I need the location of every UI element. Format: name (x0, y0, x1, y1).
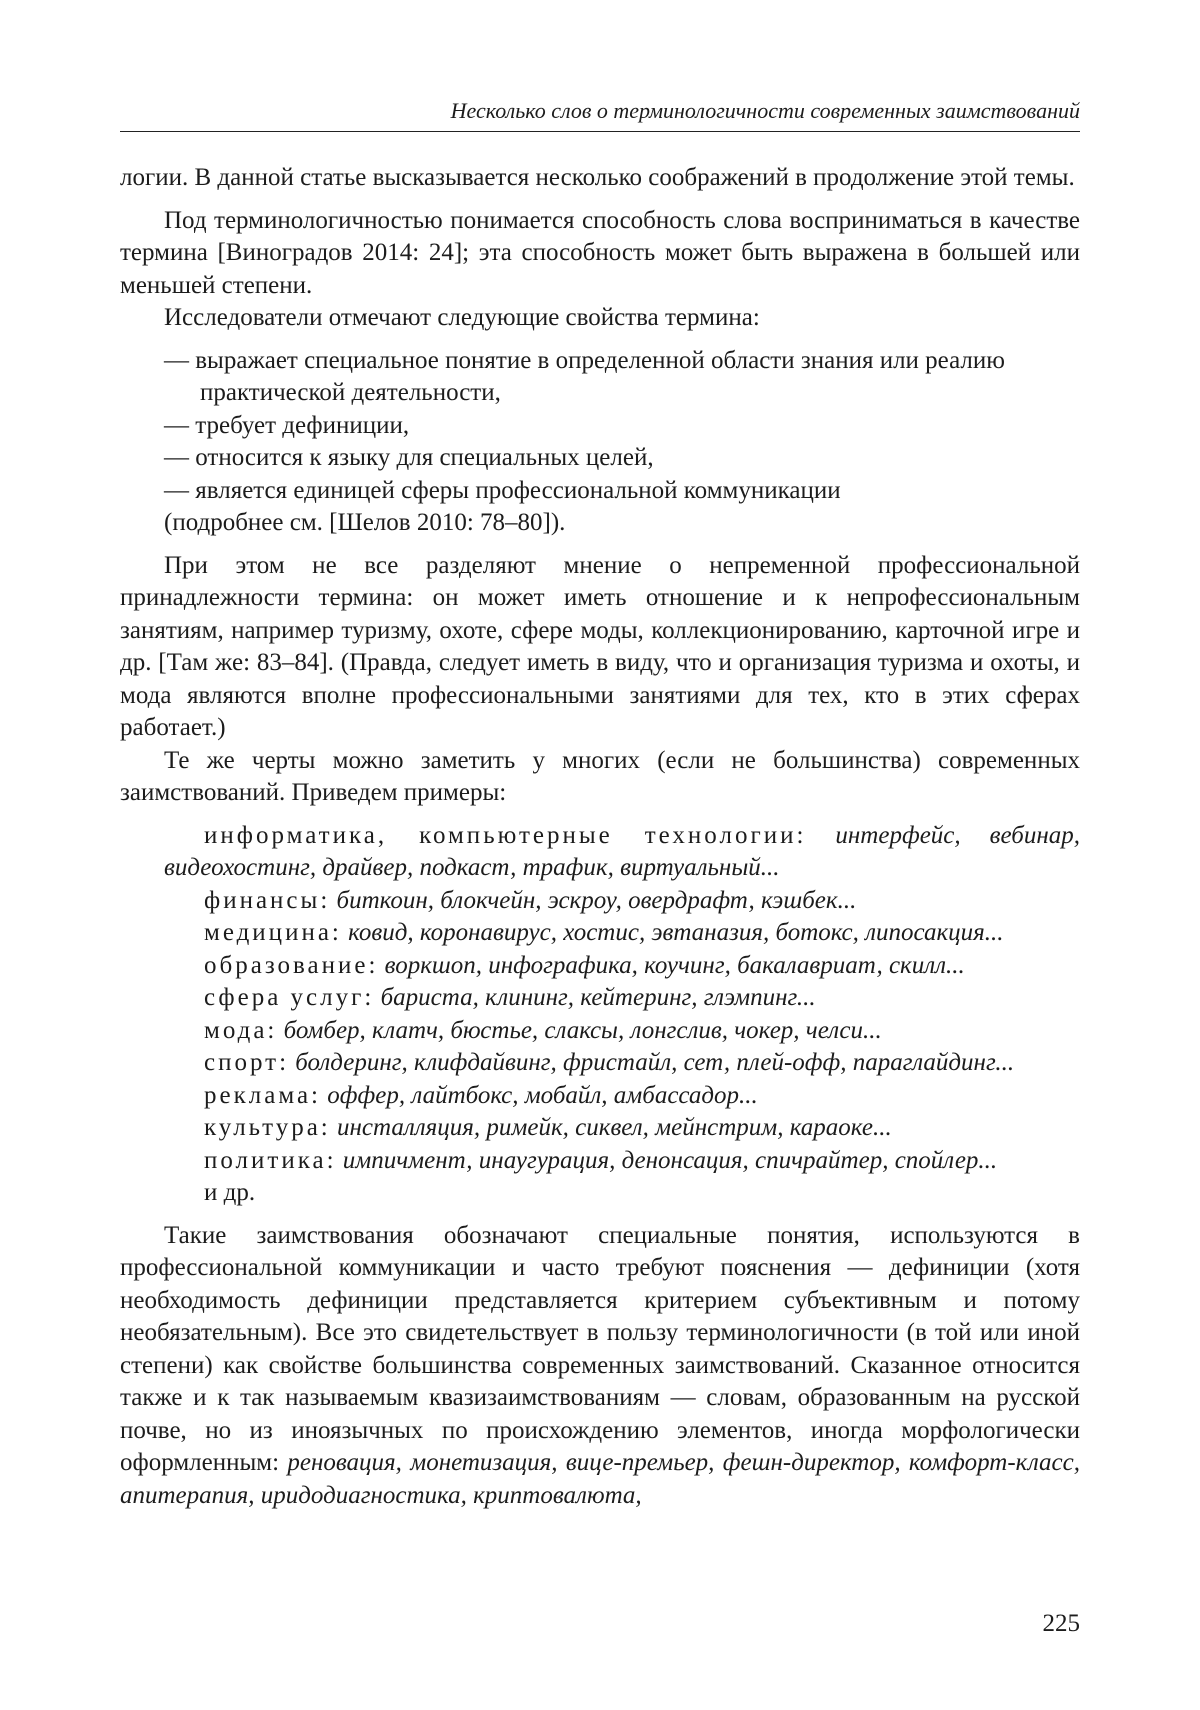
paragraph-6-italic: реновация, монетизация, вице-премьер, фешн-директор, комфорт-класс, апитерапия, иридодиагностика, криптовалюта, (120, 1449, 1080, 1509)
example-category: спорт: (204, 1049, 290, 1076)
example-category: политика: (204, 1146, 337, 1174)
example-words: бариста, клининг, кейтеринг, глэмпинг... (380, 984, 816, 1011)
list-reference: (подробнее см. [Шелов 2010: 78–80]). (164, 509, 566, 536)
list-item: — является единицей сферы профессиональной коммуникации (164, 476, 841, 504)
example-line (164, 1080, 1080, 1113)
example-line (164, 1112, 1080, 1145)
paragraph-2: Под терминологичностью понимается способность слова восприниматься в качестве термина [Виноградов 2014: 24]; эта способность может быть выражена в большей или меньшей степени. (120, 206, 1080, 299)
example-words: оффер, лайтбокс, мобайл, амбассадор... (327, 1081, 758, 1109)
paragraph-4: При этом не все разделяют мнение о непременной профессиональной принадлежности термина: он может иметь отношение и к непрофессиональным занятиям, например туризму, охоте, сфере моды, коллекционированию, карточной игре и др. [Там же: 83–84]. (Правда, следует иметь в виду, что и организация туризма и охоты, и мода являются вполне профессиональными занятиями для тех, кто в этих сферах работает.) (120, 551, 1080, 741)
example-line (164, 1145, 1080, 1178)
example-category: медицина: (204, 919, 342, 946)
example-words: воркшоп, инфографика, коучинг, бакалавриат, скилл... (384, 951, 965, 979)
running-title: Несколько слов о терминологичности современных заимствований (450, 98, 1080, 123)
example-line (164, 982, 1080, 1015)
paragraph-6 (120, 1220, 1080, 1513)
example-category: информатика, компьютерные технологии: (204, 821, 807, 849)
page-number: 225 (1042, 1610, 1080, 1637)
example-words: болдеринг, клифдайвинг, фристайл, сет, плей-офф, параглайдинг... (295, 1049, 1015, 1076)
example-line (164, 1015, 1080, 1048)
examples-block (164, 820, 1080, 1210)
paragraph-6-text: Такие заимствования обозначают специальные понятия, используются в профессиональной коммуникации и часто требуют пояснения — дефиниции (хотя необходимость дефиниции представляется критерием субъективным и потому необязательным). Все это свидетельствует в пользу терминологичности (в той или иной степени) как свойстве большинства современных заимствований. Сказанное относится также и к так называемым квазизаимствованиям — словам, образованным на русской почве, но из иноязычных по происхождению элементов, иногда морфологически оформленным: (120, 1221, 1080, 1476)
example-line (164, 885, 1080, 918)
example-category: финансы: (204, 886, 331, 914)
example-category: реклама: (204, 1081, 322, 1109)
example-category: сфера услуг: (204, 984, 375, 1011)
example-category: образование: (204, 951, 379, 979)
example-words: биткоин, блокчейн, эскроу, овердрафт, кэшбек... (336, 886, 857, 914)
list-item: — выражает специальное понятие в определенной области знания или реалию практической деятельности, (164, 346, 1005, 406)
paragraph-1: логии. В данной статье высказывается несколько соображений в продолжение этой темы. (120, 164, 1075, 191)
example-category: культура: (204, 1114, 331, 1141)
example-category: мода: (204, 1016, 278, 1044)
example-line (164, 917, 1080, 950)
example-line (120, 820, 1080, 885)
example-words: ковид, коронавирус, хостис, эвтаназия, ботокс, липосакция... (348, 919, 1004, 946)
body-text (120, 162, 1080, 1512)
example-words: бомбер, клатч, бюстье, слаксы, лонгслив, чокер, челси... (283, 1016, 882, 1044)
example-words: инсталляция, римейк, сиквел, мейнстрим, караоке... (337, 1114, 892, 1141)
example-words: интерфейс, вебинар, видеохостинг, драйвер, подкаст, трафик, виртуальный... (164, 821, 1080, 881)
examples-end: и др. (204, 1179, 256, 1206)
list-item: — требует дефиниции, (164, 411, 410, 439)
example-line (164, 1047, 1080, 1080)
list-item: — относится к языку для специальных целей, (164, 444, 654, 471)
paragraph-3: Исследователи отмечают следующие свойства термина: (164, 304, 760, 331)
header-rule (120, 131, 1080, 132)
example-line (164, 950, 1080, 983)
example-words: импичмент, инаугурация, денонсация, спичрайтер, спойлер... (342, 1146, 998, 1174)
properties-list (120, 345, 1080, 508)
paragraph-5: Те же черты можно заметить у многих (если не большинства) современных заимствований. Приведем примеры: (120, 746, 1080, 806)
